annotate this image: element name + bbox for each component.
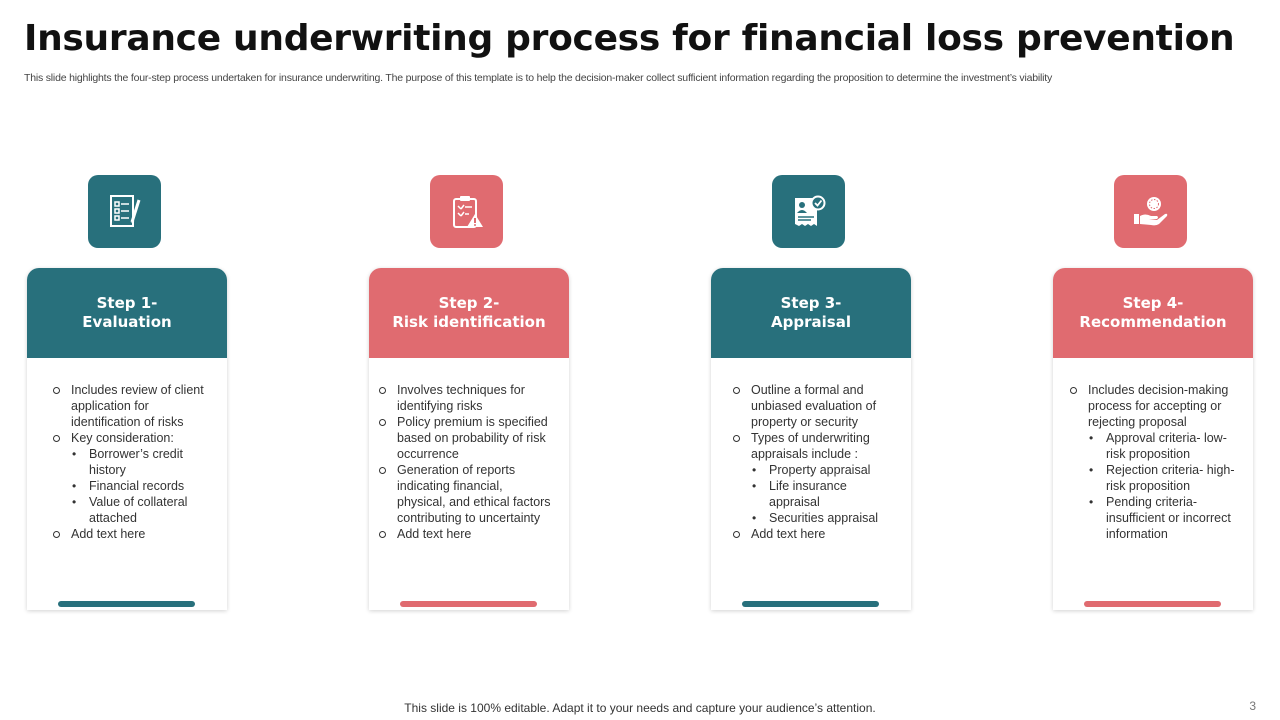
step-4-card [1053,268,1253,610]
list-item: Includes review of client application for identification of risks [51,382,211,430]
step-1-number: Step 1- [96,294,158,312]
step-4-title: Recommendation [1079,313,1227,331]
step-1-column [27,175,227,615]
hand-coin-icon [1131,192,1171,232]
step-4-body [1053,358,1253,542]
clipboard-warning-icon [447,192,487,232]
slide-subtitle: This slide highlights the four-step process undertaken for insurance underwriting. The purpose of this template is to help the decision-maker collect sufficient information regarding the proposition to determine the investment’s viability [24,72,1053,84]
step-4-column [1053,175,1253,615]
step-3-card [711,268,911,610]
sub-list-item: • Property appraisal [750,462,895,478]
step-1-card [27,268,227,610]
sub-list-item: • Financial records [70,478,211,494]
sub-list-item: • Securities appraisal [750,510,895,526]
list-item: Generation of reports indicating financial, physical, and ethical factors contributing to uncertainty [377,462,553,526]
list-item: Add text here [377,526,553,542]
step-4-header [1053,268,1253,358]
step-3-header [711,268,911,358]
list-item: Outline a formal and unbiased evaluation of property or security [731,382,895,430]
step-4-number: Step 4- [1122,294,1184,312]
step-1-icon-box [88,175,161,248]
list-item: Involves techniques for identifying risks [377,382,553,414]
slide-title: Insurance underwriting process for financial loss prevention [24,18,1235,59]
document-profile-check-icon [789,192,829,232]
step-4-icon-box [1114,175,1187,248]
step-3-icon-box [772,175,845,248]
sub-list-item: • Rejection criteria- high-risk proposition [1087,462,1235,494]
step-2-body [369,358,569,542]
page-number: 3 [1249,699,1256,713]
sub-list-item: • Value of collateral attached [70,494,211,526]
step-2-number: Step 2- [438,294,500,312]
step-3-title: Appraisal [771,313,851,331]
sub-list-item: • Pending criteria- insufficient or incorrect information [1087,494,1235,542]
step-1-title: Evaluation [82,313,172,331]
step-2-card [369,268,569,610]
step-1-accent-bar [58,601,195,607]
step-2-header [369,268,569,358]
list-item: Types of underwriting appraisals include : [731,430,895,462]
sub-list-item: • Life insurance appraisal [750,478,895,510]
list-item: Policy premium is specified based on probability of risk occurrence [377,414,553,462]
step-2-icon-box [430,175,503,248]
list-item: Add text here [731,526,895,542]
sub-list-item: • Borrower’s credit history [70,446,211,478]
sub-list-item: • Approval criteria- low-risk proposition [1087,430,1235,462]
checklist-pen-icon [105,192,145,232]
step-2-title: Risk identification [392,313,546,331]
list-item-text: Key consideration: [71,431,174,445]
step-3-accent-bar [742,601,879,607]
step-3-column [711,175,911,615]
list-item: Includes decision-making process for accepting or rejecting proposal [1068,382,1235,430]
step-4-accent-bar [1084,601,1221,607]
step-3-number: Step 3- [780,294,842,312]
list-item [51,430,211,446]
step-1-body [27,358,227,542]
step-1-header [27,268,227,358]
slide-footer: This slide is 100% editable. Adapt it to your needs and capture your audience’s attention. [404,701,876,715]
step-2-accent-bar [400,601,537,607]
step-3-body [711,358,911,542]
step-2-column [369,175,569,615]
list-item: Add text here [51,526,211,542]
